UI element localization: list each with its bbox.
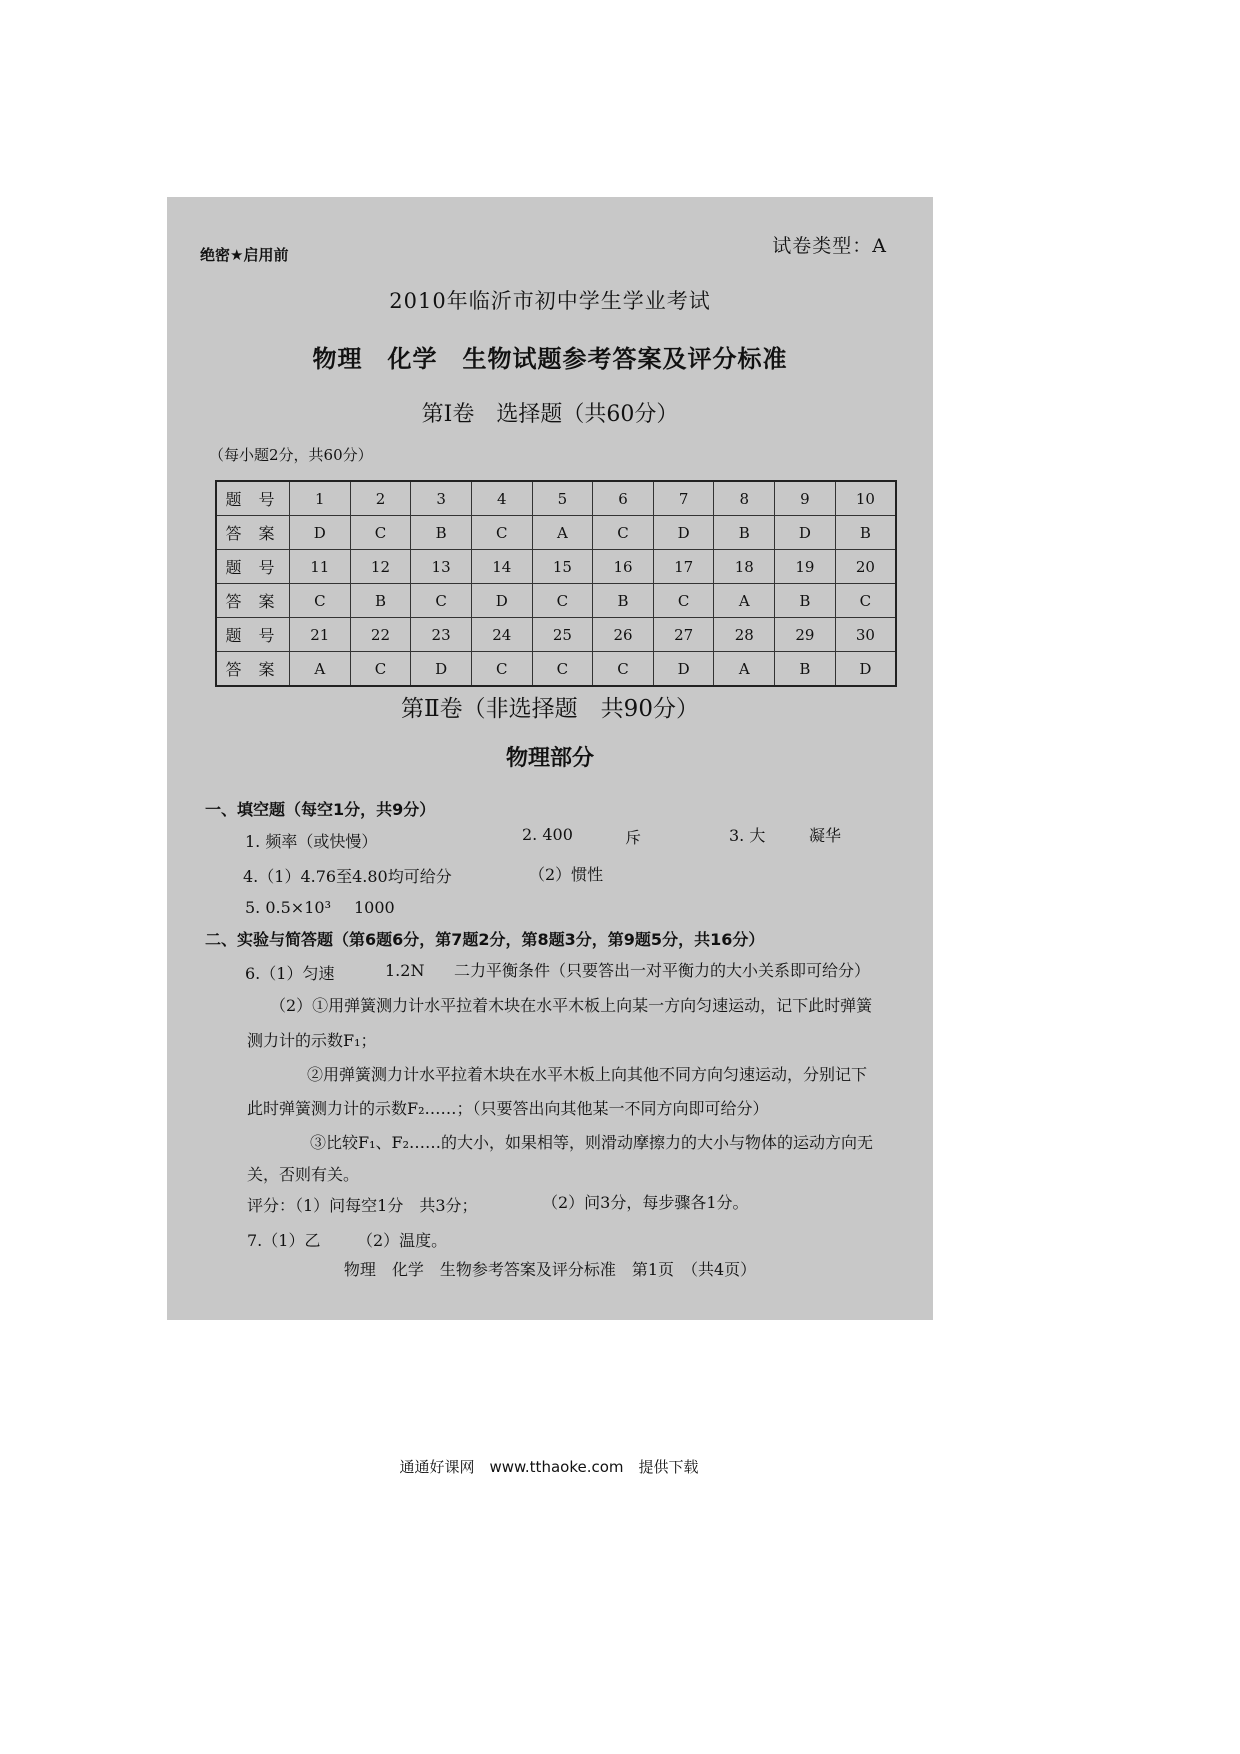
answer-cell: D [411,652,472,687]
answer-cell: C [532,652,593,687]
question-number-cell: 9 [775,481,836,516]
answer-cell: C [471,516,532,550]
question-number-cell: 28 [714,618,775,652]
row-label: 答 案 [216,516,290,550]
answer-6-2-step1: （2）①用弹簧测力计水平拉着木块在水平木板上向某一方向匀速运动，记下此时弹簧 [270,996,873,1015]
answer-4: 4.（1）4.76至4.80均可给分 [243,867,452,886]
answer-cell: C [653,584,714,618]
answer-cell: B [835,516,896,550]
row-label: 题 号 [216,481,290,516]
answer-cell: B [350,584,411,618]
number-row [216,618,896,652]
question-number-cell: 5 [532,481,593,516]
answer-cell: B [714,516,775,550]
answer-cell: D [775,516,836,550]
answer-row [216,652,896,687]
question-number-cell: 15 [532,550,593,584]
answer-cell: C [350,516,411,550]
answer-2: 2. 400 [522,825,573,844]
experiment-heading: 二、实验与简答题（第6题6分，第7题2分，第8题3分，第9题5分，共16分） [205,930,765,949]
question-number-cell: 21 [290,618,351,652]
answer-cell: C [411,584,472,618]
answer-cell: B [411,516,472,550]
question-number-cell: 1 [290,481,351,516]
answer-1: 1. 频率（或快慢） [245,832,378,851]
question-number-cell: 14 [471,550,532,584]
answer-cell: D [471,584,532,618]
answer-cell: B [775,584,836,618]
answer-key-title: 物理 化学 生物试题参考答案及评分标准 [312,345,788,373]
question-number-cell: 3 [411,481,472,516]
answer-cell: C [593,652,654,687]
answer-5b: 1000 [354,898,395,917]
question-number-cell: 2 [350,481,411,516]
answer-cell: D [290,516,351,550]
answer-3b: 凝华 [809,826,842,845]
question-number-cell: 23 [411,618,472,652]
secret-label: 绝密★启用前 [200,246,289,264]
answer-cell: B [775,652,836,687]
answer-6-2-step3: ③比较F₁、F₂……的大小，如果相等，则滑动摩擦力的大小与物体的运动方向无 [310,1133,874,1152]
exam-title: 2010年临沂市初中学生学业考试 [389,289,711,313]
question-number-cell: 16 [593,550,654,584]
answer-cell: B [593,584,654,618]
scoring-note: 评分：（1）问每空1分 共3分； [247,1196,478,1215]
answer-6-2-step2: ②用弹簧测力计水平拉着木块在水平木板上向其他不同方向匀速运动，分别记下 [307,1065,868,1084]
answer-cell: A [532,516,593,550]
question-number-cell: 19 [775,550,836,584]
answer-cell: A [714,652,775,687]
answer-row [216,516,896,550]
answer-cell: C [350,652,411,687]
question-number-cell: 26 [593,618,654,652]
answer-6-1-value: 1.2N [385,961,425,980]
row-label: 答 案 [216,652,290,687]
part1-note: （每小题2分，共60分） [209,446,373,464]
question-number-cell: 29 [775,618,836,652]
answer-cell: C [593,516,654,550]
question-number-cell: 13 [411,550,472,584]
download-credit: 通通好课网 www.tthaoke.com 提供下载 [399,1458,699,1476]
paper-type: 试卷类型：A [772,235,887,257]
answer-row [216,584,896,618]
fill-blank-heading: 一、填空题（每空1分，共9分） [205,800,436,819]
question-number-cell: 4 [471,481,532,516]
question-number-cell: 7 [653,481,714,516]
question-number-cell: 25 [532,618,593,652]
row-label: 题 号 [216,550,290,584]
question-number-cell: 30 [835,618,896,652]
answer-cell: D [653,516,714,550]
question-number-cell: 27 [653,618,714,652]
answer-cell: D [653,652,714,687]
part1-title: 第Ⅰ卷 选择题（共60分） [421,402,679,427]
answer-cell: A [290,652,351,687]
answer-table [215,480,897,687]
physics-section-title: 物理部分 [505,746,594,771]
question-number-cell: 10 [835,481,896,516]
answer-cell: C [532,584,593,618]
answer-cell: A [714,584,775,618]
number-row [216,481,896,516]
answer-6-1-reason: 二力平衡条件（只要答出一对平衡力的大小关系即可给分） [454,961,871,980]
answer-6-2-step3-cont: 关，否则有关。 [247,1165,360,1184]
answer-2b: 斥 [625,828,642,847]
number-row [216,550,896,584]
row-label: 答 案 [216,584,290,618]
answer-cell: C [290,584,351,618]
question-number-cell: 20 [835,550,896,584]
part2-title: 第Ⅱ卷（非选择题 共90分） [401,696,699,722]
scanned-page [167,197,933,1320]
question-number-cell: 12 [350,550,411,584]
page-footer: 物理 化学 生物参考答案及评分标准 第1页 （共4页） [343,1260,757,1279]
answer-6-2-step2-cont: 此时弹簧测力计的示数F₂……；（只要答出向其他某一不同方向即可给分） [247,1099,769,1118]
question-number-cell: 8 [714,481,775,516]
answer-3: 3. 大 [729,826,766,845]
answer-4b: （2）惯性 [529,865,604,884]
question-number-cell: 22 [350,618,411,652]
question-number-cell: 24 [471,618,532,652]
answer-5: 5. 0.5×10³ [245,898,331,917]
answer-cell: C [471,652,532,687]
answer-6-2-step1-cont: 测力计的示数F₁； [247,1031,377,1050]
answer-6-1: 6.（1）匀速 [245,964,335,983]
answer-7-2: （2）温度。 [357,1231,448,1250]
question-number-cell: 18 [714,550,775,584]
question-number-cell: 17 [653,550,714,584]
row-label: 题 号 [216,618,290,652]
question-number-cell: 11 [290,550,351,584]
answer-cell: C [835,584,896,618]
question-number-cell: 6 [593,481,654,516]
answer-7-1: 7.（1）乙 [247,1231,321,1250]
scoring-note-2: （2）问3分，每步骤各1分。 [542,1193,749,1212]
answer-cell: D [835,652,896,687]
